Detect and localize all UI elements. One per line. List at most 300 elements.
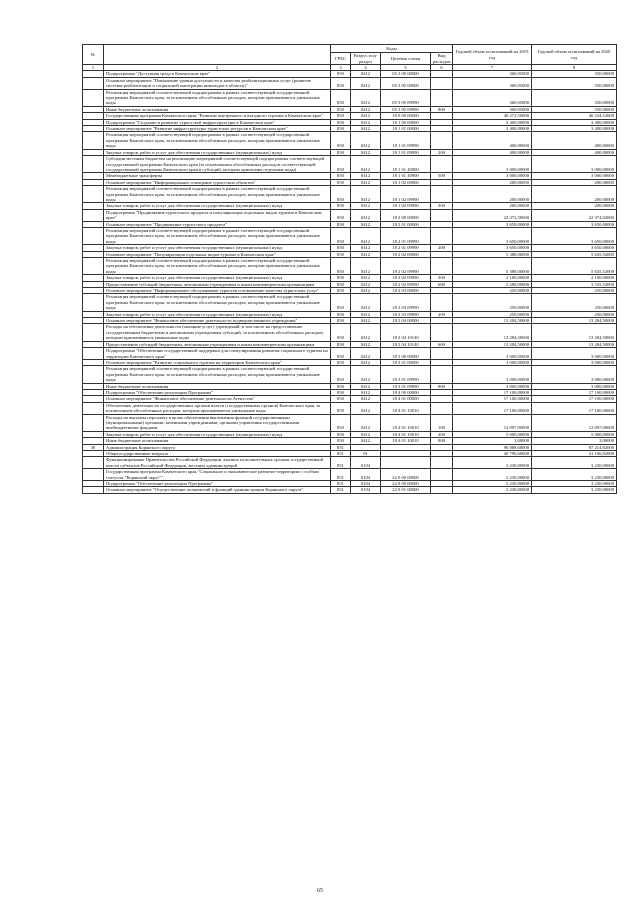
cell-expense-type	[431, 258, 453, 275]
cell-target-article: 05 3 05 00000	[381, 77, 431, 89]
cell-grbs: 850	[331, 275, 351, 281]
cell-amount-2020: 17 100,00000	[532, 402, 617, 414]
cell-amount-2019: 3 230,00000	[453, 469, 532, 481]
cell-name: Закупка товаров, работ и услуг для обеспечения государственных (муниципальных) нужд	[104, 245, 331, 251]
cell-target-article: 18 2 01 09990	[381, 227, 431, 244]
cell-razdel: 0412	[351, 156, 381, 173]
cell-amount-2020: 5 000,00000	[532, 431, 617, 437]
cell-amount-2019: 3,00000	[453, 438, 532, 444]
cell-expense-type	[431, 89, 453, 106]
cell-amount-2019: 96 888,60000	[453, 444, 532, 450]
cell-num	[83, 77, 104, 89]
cell-amount-2020: 350,00000	[532, 106, 617, 112]
cell-expense-type	[431, 487, 453, 493]
cell-amount-2020: 3 000,00000	[532, 383, 617, 389]
cell-num	[83, 487, 104, 493]
cell-expense-type: 200	[431, 311, 453, 317]
cell-target-article: 18 1 02 09990	[381, 186, 431, 203]
cell-expense-type	[431, 132, 453, 149]
cell-grbs: 850	[331, 396, 351, 402]
cell-grbs: 850	[331, 431, 351, 437]
cell-target-article: 18 1 01 09990	[381, 132, 431, 149]
cell-amount-2020: 3 000,00000	[532, 173, 617, 179]
cell-name: Администрация Корякского округа	[104, 444, 331, 450]
cell-target-article: 22 0 00 00000	[381, 469, 431, 481]
cell-razdel: 0412	[351, 402, 381, 414]
cell-grbs: 850	[331, 348, 351, 360]
cell-amount-2020: 250,00000	[532, 294, 617, 311]
cell-razdel: 0412	[351, 396, 381, 402]
cell-grbs: 850	[331, 209, 351, 221]
cell-amount-2020: 3,00000	[532, 438, 617, 444]
cell-expense-type: 600	[431, 281, 453, 287]
cell-name: Подпрограмма "Обеспечение реализации Программы"	[104, 481, 331, 487]
cell-razdel: 0412	[351, 71, 381, 77]
cell-amount-2020: 350,00000	[532, 89, 617, 106]
cell-razdel: 0412	[351, 203, 381, 209]
cell-name: Закупка товаров, работ и услуг для обеспечения государственных (муниципальных) нужд	[104, 311, 331, 317]
cell-expense-type	[431, 457, 453, 469]
cell-grbs: 851	[331, 487, 351, 493]
cell-amount-2020: 17 100,00000	[532, 389, 617, 395]
cell-razdel: 0412	[351, 318, 381, 324]
cell-grbs: 850	[331, 438, 351, 444]
cell-razdel: 0412	[351, 221, 381, 227]
column-number: 1	[83, 65, 104, 71]
cell-name: Расходы на обеспечение деятельности (оказание услуг) учреждений, в том числе на предоставление государственным бюджетным и автономным учреждениям субсидий, за исключением обособленных расходов, которым присваиваются уникальные коды	[104, 324, 331, 341]
cell-razdel: 0412	[351, 173, 381, 179]
cell-razdel: 0412	[351, 438, 381, 444]
cell-expense-type	[431, 366, 453, 383]
cell-grbs: 850	[331, 389, 351, 395]
cell-razdel: 01	[351, 451, 381, 457]
cell-expense-type: 200	[431, 275, 453, 281]
column-number: 4	[351, 65, 381, 71]
cell-amount-2020: 3 000,00000	[532, 348, 617, 360]
cell-expense-type: 800	[431, 106, 453, 112]
cell-expense-type	[431, 77, 453, 89]
cell-grbs: 850	[331, 227, 351, 244]
cell-amount-2020: 3 000,00000	[532, 359, 617, 365]
cell-grbs: 851	[331, 481, 351, 487]
cell-amount-2019: 13 284,50000	[453, 324, 532, 341]
header-razdel: Раздел, под-раздел	[351, 53, 381, 65]
cell-amount-2019: 200,00000	[453, 186, 532, 203]
cell-name: Закупка товаров, работ и услуг для обеспечения государственных (муниципальных) нужд	[104, 431, 331, 437]
cell-amount-2019: 3 650,00000	[453, 227, 532, 244]
cell-expense-type: 800	[431, 438, 453, 444]
cell-grbs: 850	[331, 258, 351, 275]
header-year-2020: Годовой объем ассигнований на 2020 год	[532, 45, 617, 65]
header-num: №	[83, 45, 104, 65]
cell-razdel: 0412	[351, 414, 381, 431]
cell-target-article: 18 0 00 00000	[381, 113, 431, 119]
cell-razdel: 0104	[351, 469, 381, 481]
cell-amount-2020: 350,00000	[532, 77, 617, 89]
cell-target-article: 18 4 01 10010	[381, 414, 431, 431]
cell-name: Государственная программа Камчатского края "Развитие внутреннего и въездного туризма в Камчатском крае"	[104, 113, 331, 119]
cell-amount-2019: 46 272,50000	[453, 113, 532, 119]
cell-amount-2020: 3 400,00000	[532, 126, 617, 132]
cell-grbs: 850	[331, 173, 351, 179]
header-codes-group: Коды	[331, 45, 453, 53]
cell-name: Закупка товаров, работ и услуг для обеспечения государственных (муниципальных) нужд	[104, 275, 331, 281]
cell-amount-2020: 3 230,00000	[532, 481, 617, 487]
table-row	[83, 487, 617, 493]
column-number: 2	[104, 65, 331, 71]
cell-name: Подпрограмма "Обеспечение государственной поддержки для стимулирования развития социального туризма на территории Камчатского края"	[104, 348, 331, 360]
cell-grbs: 850	[331, 311, 351, 317]
cell-expense-type	[431, 294, 453, 311]
header-year-2019: Годовой объем ассигнований на 2019 год	[453, 45, 532, 65]
cell-razdel: 0412	[351, 179, 381, 185]
cell-amount-2019: 3 400,00000	[453, 126, 532, 132]
cell-amount-2019: 360,05000	[453, 77, 532, 89]
cell-razdel: 0412	[351, 77, 381, 89]
cell-razdel: 0412	[351, 431, 381, 437]
cell-amount-2020: 3 650,00000	[532, 227, 617, 244]
cell-grbs: 850	[331, 149, 351, 155]
cell-name: Основное мероприятие "Осуществление полномочий и функций администрации Корякского округа"	[104, 487, 331, 493]
cell-name: Предоставление субсидий бюджетным, автономным учреждениям и иным некоммерческим организациям	[104, 341, 331, 347]
cell-name: Функционирование Правительства Российской Федерации, высших исполнительных органов государственной власти субъектов Российской Федерации, местных администраций	[104, 457, 331, 469]
cell-amount-2020: 22 374,02000	[532, 209, 617, 221]
cell-name: Расходы на выплаты персоналу в целях обеспечения выполнения функций государственными (муниципальными) органами, казенными учреждениями, органами управления государственными внебюджетными фондами	[104, 414, 331, 431]
column-number: 6	[431, 65, 453, 71]
cell-amount-2019: 3 230,00000	[453, 487, 532, 493]
table-row	[83, 77, 617, 89]
cell-name: Реализация мероприятий соответствующей подпрограммы в рамках соответствующей государственной программы Камчатского края, за исключением обособленных расходов, которым присваиваются уникальные коды	[104, 366, 331, 383]
cell-target-article: 18 2 03 09990	[381, 294, 431, 311]
header-vr: Вид расходов	[431, 53, 453, 65]
cell-amount-2020: 250,00000	[532, 311, 617, 317]
cell-grbs: 850	[331, 341, 351, 347]
cell-name: Иные бюджетные ассигнования	[104, 383, 331, 389]
cell-amount-2019: 3 000,00000	[453, 173, 532, 179]
cell-amount-2019: 360,05000	[453, 106, 532, 112]
cell-target-article: 18 1 00 00000	[381, 119, 431, 125]
cell-amount-2020: 13 284,50000	[532, 324, 617, 341]
cell-target-article: 18 4 00 00000	[381, 389, 431, 395]
cell-target-article: 18 1 01 40900	[381, 156, 431, 173]
cell-amount-2020: 17 100,00000	[532, 396, 617, 402]
cell-grbs: 850	[331, 203, 351, 209]
cell-amount-2019: 250,00000	[453, 288, 532, 294]
cell-target-article: 18 1 02 09990	[381, 203, 431, 209]
cell-num	[83, 469, 104, 481]
cell-target-article: 05 3 05 09990	[381, 106, 431, 112]
cell-name: Реализация мероприятий соответствующей подпрограммы в рамках соответствующей государственной программы Камчатского края, за исключением обособленных расходов, которым присваиваются уникальные коды	[104, 132, 331, 149]
cell-amount-2020: 3 650,00000	[532, 221, 617, 227]
cell-name: Обеспечение деятельности государственных органов власти (государственных органов) Камчатского края, за исключением обособленных расходов, которым присваиваются уникальные коды	[104, 402, 331, 414]
cell-razdel: 0412	[351, 119, 381, 125]
cell-razdel: 0412	[351, 275, 381, 281]
cell-amount-2019: 5 000,00000	[453, 431, 532, 437]
cell-razdel: 0412	[351, 359, 381, 365]
cell-name: Подпрограмма "Создание и развитие туристской инфраструктуры в Камчатском крае"	[104, 119, 331, 125]
cell-amount-2020: 41 106,82000	[532, 451, 617, 457]
cell-razdel: 0412	[351, 126, 381, 132]
cell-grbs: 850	[331, 113, 351, 119]
cell-expense-type	[431, 348, 453, 360]
cell-amount-2020: 400,00000	[532, 132, 617, 149]
cell-target-article: 22 9 00 00000	[381, 481, 431, 487]
cell-razdel: 0412	[351, 132, 381, 149]
cell-num	[83, 209, 104, 221]
cell-grbs: 850	[331, 324, 351, 341]
cell-name: Иные бюджетные ассигнования	[104, 438, 331, 444]
cell-amount-2019: 360,05000	[453, 71, 532, 77]
cell-razdel: 0412	[351, 389, 381, 395]
cell-name: Закупка товаров, работ и услуг для обеспечения государственных (муниципальных) нужд	[104, 149, 331, 155]
cell-amount-2019: 17 100,00000	[453, 396, 532, 402]
cell-name: Реализация мероприятий соответствующей подпрограммы в рамках соответствующей государственной программы Камчатского края, за исключением обособленных расходов, которым присваиваются уникальные коды	[104, 89, 331, 106]
cell-amount-2019: 3 288,00000	[453, 281, 532, 287]
cell-name: Реализация мероприятий соответствующей подпрограммы в рамках соответствующей государственной программы Камчатского края, за исключением обособленных расходов, которым присваиваются уникальные коды	[104, 186, 331, 203]
cell-target-article: 05 3 00 00000	[381, 71, 431, 77]
cell-expense-type	[431, 402, 453, 414]
cell-target-article: 18 3 00 00000	[381, 348, 431, 360]
cell-expense-type: 200	[431, 431, 453, 437]
cell-razdel: 0412	[351, 324, 381, 341]
cell-num	[83, 414, 104, 431]
cell-target-article: 18 2 00 00000	[381, 209, 431, 221]
cell-name: Реализация мероприятий соответствующей подпрограммы в рамках соответствующей государственной программы Камчатского края, за исключением обособленных расходов, которым присваиваются уникальные коды	[104, 258, 331, 275]
cell-target-article: 18 4 01 00000	[381, 396, 431, 402]
cell-target-article: 22 9 01 00000	[381, 487, 431, 493]
cell-expense-type	[431, 324, 453, 341]
table-row	[83, 366, 617, 383]
cell-target-article: 18 2 02 09990	[381, 281, 431, 287]
cell-num	[83, 132, 104, 149]
table-row	[83, 414, 617, 431]
cell-target-article	[381, 457, 431, 469]
cell-expense-type	[431, 209, 453, 221]
cell-razdel: 0412	[351, 294, 381, 311]
cell-expense-type: 100	[431, 414, 453, 431]
cell-amount-2020: 3 650,00000	[532, 245, 617, 251]
cell-amount-2020: 13 284,50000	[532, 341, 617, 347]
cell-name: Реализация мероприятий соответствующей подпрограммы в рамках соответствующей государственной программы Камчатского края, за исключением обособленных расходов, которым присваиваются уникальные коды	[104, 227, 331, 244]
cell-name: Основное мероприятие "Информационное обслуживание туристов и повышение качества туристских услуг"	[104, 288, 331, 294]
cell-grbs: 850	[331, 245, 351, 251]
table-row	[83, 402, 617, 414]
cell-amount-2019: 5 388,00000	[453, 251, 532, 257]
cell-grbs: 850	[331, 119, 351, 125]
cell-num	[83, 457, 104, 469]
cell-expense-type: 800	[431, 383, 453, 389]
cell-amount-2019: 200,00000	[453, 179, 532, 185]
cell-num	[83, 156, 104, 173]
cell-target-article: 18 3 01 09990	[381, 383, 431, 389]
cell-name: Иные бюджетные ассигнования	[104, 106, 331, 112]
header-cs: Целевая статья	[381, 53, 431, 65]
cell-razdel: 0412	[351, 113, 381, 119]
cell-amount-2019: 40 796,60000	[453, 451, 532, 457]
cell-target-article: 18 2 04 00000	[381, 318, 431, 324]
cell-razdel: 0412	[351, 341, 381, 347]
page-number: 65	[317, 888, 323, 894]
cell-expense-type	[431, 227, 453, 244]
cell-amount-2020: 400,00000	[532, 149, 617, 155]
cell-amount-2019: 3 000,00000	[453, 383, 532, 389]
cell-grbs: 850	[331, 288, 351, 294]
cell-target-article: 18 3 01 09990	[381, 366, 431, 383]
cell-grbs: 851	[331, 469, 351, 481]
cell-expense-type	[431, 469, 453, 481]
cell-grbs: 850	[331, 132, 351, 149]
cell-grbs: 850	[331, 359, 351, 365]
cell-amount-2019: 13 284,50000	[453, 341, 532, 347]
column-number: 7	[453, 65, 532, 71]
table-row	[83, 294, 617, 311]
cell-target-article: 18 2 02 00000	[381, 251, 431, 257]
cell-grbs: 851	[331, 451, 351, 457]
cell-grbs: 850	[331, 106, 351, 112]
cell-num	[83, 89, 104, 106]
cell-amount-2019: 17 100,00000	[453, 402, 532, 414]
cell-razdel: 0412	[351, 281, 381, 287]
table-body	[83, 71, 617, 493]
cell-amount-2019: 360,05000	[453, 89, 532, 106]
cell-amount-2019: 400,00000	[453, 149, 532, 155]
cell-expense-type	[431, 156, 453, 173]
header-grbs: ГРБС	[331, 53, 351, 65]
cell-razdel: 0412	[351, 209, 381, 221]
cell-amount-2019: 250,00000	[453, 311, 532, 317]
cell-amount-2019: 400,00000	[453, 132, 532, 149]
cell-name: Основное мероприятие "Продвижение туристского продукта"	[104, 221, 331, 227]
cell-name: Основное мероприятие "Финансовое обеспечение деятельности Агентства"	[104, 396, 331, 402]
cell-amount-2019: 200,00000	[453, 203, 532, 209]
table-row	[83, 457, 617, 469]
table-row	[83, 324, 617, 341]
cell-target-article: 18 2 04 10140	[381, 324, 431, 341]
cell-grbs: 850	[331, 71, 351, 77]
cell-amount-2020: 3 000,00000	[532, 366, 617, 383]
table-row	[83, 132, 617, 149]
cell-target-article: 18 2 02 09990	[381, 275, 431, 281]
cell-amount-2019: 2 100,00000	[453, 275, 532, 281]
cell-amount-2019: 3 000,00000	[453, 359, 532, 365]
cell-grbs: 850	[331, 383, 351, 389]
cell-name: Закупка товаров, работ и услуг для обеспечения государственных (муниципальных) нужд	[104, 203, 331, 209]
cell-target-article: 18 2 03 09990	[381, 311, 431, 317]
budget-table	[82, 44, 617, 494]
table-row	[83, 258, 617, 275]
cell-num	[83, 186, 104, 203]
cell-razdel: 0412	[351, 186, 381, 203]
table-row	[83, 469, 617, 481]
cell-target-article: 18 2 03 00000	[381, 288, 431, 294]
cell-amount-2020: 3 400,00000	[532, 119, 617, 125]
cell-target-article: 18 2 02 09990	[381, 258, 431, 275]
cell-grbs: 851	[331, 457, 351, 469]
cell-num	[83, 258, 104, 275]
cell-num	[83, 402, 104, 414]
cell-razdel: 0412	[351, 348, 381, 360]
column-number: 3	[331, 65, 351, 71]
cell-grbs: 850	[331, 221, 351, 227]
cell-amount-2020: 3 230,00000	[532, 487, 617, 493]
cell-amount-2019: 3 000,00000	[453, 156, 532, 173]
cell-name: Основное мероприятие "Повышение уровня доступности и качества реабилитационных услуг (развитие системы реабилитации и социальной интеграции инвалидов в области)"	[104, 77, 331, 89]
cell-target-article: 18 1 02 00000	[381, 179, 431, 185]
column-number: 5	[381, 65, 431, 71]
cell-amount-2019: 3 000,00000	[453, 366, 532, 383]
cell-amount-2019: 3 230,00000	[453, 457, 532, 469]
cell-amount-2020: 200,00000	[532, 203, 617, 209]
cell-name: Основное мероприятие "Развитие инфраструктуры туристских ресурсов в Камчатском крае"	[104, 126, 331, 132]
table-row	[83, 156, 617, 173]
cell-name: Основное мероприятие "Финансовое обеспечение деятельности подведомственного учреждения"	[104, 318, 331, 324]
cell-target-article: 18 4 01 10010	[381, 431, 431, 437]
cell-name: Подпрограмма "Обеспечение реализации Программы"	[104, 389, 331, 395]
cell-name: Межбюджетные трансферты	[104, 173, 331, 179]
cell-expense-type: 600	[431, 341, 453, 347]
cell-name: Основное мероприятие "Развитие социального туризма на территории Камчатского края"	[104, 359, 331, 365]
cell-amount-2020: 3 230,00000	[532, 457, 617, 469]
cell-num	[83, 324, 104, 341]
cell-target-article: 05 3 05 09990	[381, 89, 431, 106]
cell-razdel: 0412	[351, 89, 381, 106]
cell-razdel: 0412	[351, 311, 381, 317]
cell-grbs: 850	[331, 126, 351, 132]
cell-name: Подпрограмма "Продвижение туристского продукта и популяризация отдельных видов туризма в Камчатском крае"	[104, 209, 331, 221]
cell-target-article: 18 4 01 10010	[381, 402, 431, 414]
cell-razdel: 0412	[351, 227, 381, 244]
cell-amount-2020: 3 000,00000	[532, 156, 617, 173]
cell-grbs: 850	[331, 414, 351, 431]
cell-grbs: 850	[331, 186, 351, 203]
cell-expense-type	[431, 186, 453, 203]
cell-amount-2020: 13 284,50000	[532, 318, 617, 324]
cell-num	[83, 294, 104, 311]
cell-name: Основное мероприятие "Популяризация отдельных видов туризма в Камчатском крае"	[104, 251, 331, 257]
cell-grbs: 850	[331, 294, 351, 311]
cell-razdel: 0412	[351, 251, 381, 257]
cell-grbs: 850	[331, 77, 351, 89]
column-number: 8	[532, 65, 617, 71]
cell-target-article: 18 2 04 10140	[381, 341, 431, 347]
cell-expense-type: 200	[431, 245, 453, 251]
cell-amount-2019: 3 650,00000	[453, 221, 532, 227]
cell-expense-type: 200	[431, 149, 453, 155]
cell-razdel: 0104	[351, 457, 381, 469]
table-row	[83, 209, 617, 221]
cell-target-article: 18 1 01 09990	[381, 149, 431, 155]
table-row	[83, 89, 617, 106]
cell-amount-2020: 87 214,82000	[532, 444, 617, 450]
cell-amount-2019: 3 000,00000	[453, 348, 532, 360]
cell-name: Субсидии местным бюджетам на реализацию мероприятий соответствующей подпрограммы соответствующей государственной программы Камчатского края (за исключением обособленных расходов соответствующей государственной программы Камчатского края и субсидий, которым присвоены отдельные коды)	[104, 156, 331, 173]
cell-amount-2020: 3 230,00000	[532, 469, 617, 481]
cell-amount-2020: 250,00000	[532, 288, 617, 294]
cell-amount-2020: 12 097,00000	[532, 414, 617, 431]
table-row	[83, 348, 617, 360]
cell-expense-type: 500	[431, 173, 453, 179]
cell-target-article: 18 2 01 09990	[381, 245, 431, 251]
cell-amount-2020: 5 635,52000	[532, 251, 617, 257]
cell-amount-2020: 350,00000	[532, 71, 617, 77]
cell-target-article: 18 4 01 10010	[381, 438, 431, 444]
cell-amount-2019: 12 097,00000	[453, 414, 532, 431]
cell-num	[83, 348, 104, 360]
cell-name: Предоставление субсидий бюджетным, автономным учреждениям и иным некоммерческим организациям	[104, 281, 331, 287]
cell-amount-2020: 200,00000	[532, 186, 617, 203]
cell-amount-2019: 3 650,00000	[453, 245, 532, 251]
table-row	[83, 227, 617, 244]
